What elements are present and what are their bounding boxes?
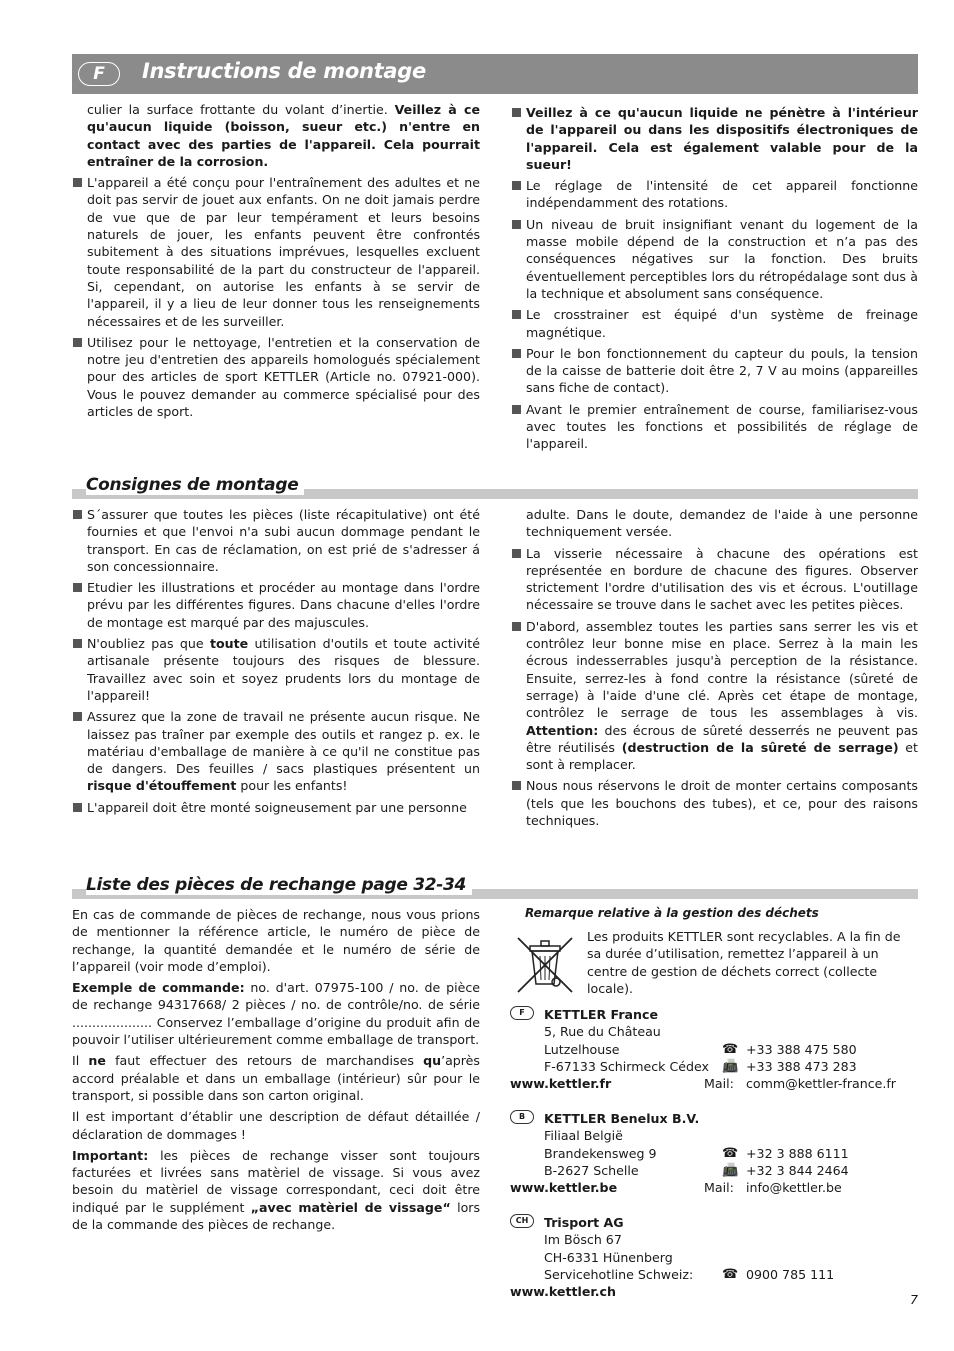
list-item: N'oubliez pas que toute utilisation d'outils et toute activité artisanale présente toujours des risques de blessure. Travaillez avec soin et soyez prudents lors du montage de l'appareil!: [72, 635, 480, 704]
list-item: Assurez que la zone de travail ne présente aucun risque. Ne laissez pas traîner par exemple des outils et rangez p. ex. le matériau d'emballage de manière à ce qu'il ne constitue pas de dangers. Des feuilles / sacs plastiques présentent un risque d'étouffement pour les enfants!: [72, 708, 480, 794]
list-item: S´assurer que toutes les pièces (liste récapitulative) ont été fournies et que l'envoi n'a subi aucun dommage pendant le transport. En cas de réclamation, on est prié de s'adresser á son concessionnaire.: [72, 506, 480, 575]
bullet-square-icon: [73, 583, 82, 592]
bullet-square-icon: [73, 639, 82, 648]
list-item: Etudier les illustrations et procéder au montage dans l'ordre prévu par les différentes figures. Dans chacune d'elles l'ordre de montage est marqué par des majuscules.: [72, 579, 480, 631]
bullet-square-icon: [512, 181, 521, 190]
phone-icon: ☎: [722, 1145, 739, 1161]
bullet-square-icon: [512, 622, 521, 631]
bullet-square-icon: [512, 310, 521, 319]
list-item: D'abord, assemblez toutes les parties sans serrer les vis et contrôlez leur bonne mise en place. Serrez à la main les écrous indesserrables jusqu'à perception de la résistance. Ensuite, serrez-les à fond contre la résistance (sûreté de serrage) à l'aide d'une clé. Après cet étape de montage, contrôlez le serrage de tous les assemblages à vis. Attention: des écrous de sûreté desserrés ne peuvent pas être réutilisés (destruction de la sûreté de serrage) et sont à remplacer.: [511, 618, 918, 774]
bullet-square-icon: [73, 178, 82, 187]
list-item: L'appareil doit être monté soigneusement par une personne: [72, 799, 480, 816]
country-badge: CH: [510, 1214, 534, 1228]
contact-france: F KETTLER France 5, Rue du Château Lutzelhouse ☎ +33 388 475 580 F-67133 Schirmeck Cédex 📠 +33 388 473 283 www.kettler.fr Mail: comm@kettler-france.fr: [510, 1007, 896, 1092]
section-title-pieces: Liste des pièces de rechange page 32-34: [86, 875, 472, 895]
bullet-square-icon: [512, 108, 521, 117]
list-item: Avant le premier entraînement de course, familiarisez-vous avec toutes les fonctions et possibilités de réglage de l'appareil.: [511, 401, 918, 453]
bullet-square-icon: [512, 349, 521, 358]
bullet-square-icon: [512, 549, 521, 558]
email-link[interactable]: info@kettler.be: [746, 1180, 842, 1196]
list-item: Pour le bon fonctionnement du capteur du pouls, la tension de la caisse de batterie doit être 2, 7 V au moins (appareilles sans fiche de contact).: [511, 345, 918, 397]
list-item: La visserie nécessaire à chacune des opérations est représentée en bordure de chacune des figures. Observer strictement l'ordre d'utilisation des vis et écrous. L'outillage nécessaire se trouve dans le sachet avec les petites pièces.: [511, 545, 918, 614]
email-link[interactable]: comm@kettler-france.fr: [746, 1076, 896, 1092]
list-item: Un niveau de bruit insignifiant venant du logement de la masse mobile dépend de la construction et n’a pas des conséquences négatives sur la fonction. Des bruits éventuellement perceptibles lors du rétropédalage sont dus à la technique et absolument sans conséquence.: [511, 216, 918, 302]
list-item: Nous nous réservons le droit de monter certains composants (tels que les bouchons des tubes), et ce, pour des raisons techniques.: [511, 777, 918, 829]
consignes-left-column: [72, 506, 480, 820]
list-item: Le crosstrainer est équipé d'un système de freinage magnétique.: [511, 306, 918, 341]
country-badge: F: [510, 1006, 534, 1020]
pieces-column: En cas de commande de pièces de rechange, nous vous prions de mentionner la référence article, le numéro de pièce de rechange, la quantité demandée et le numéro de série de l’appareil (voir mode d’emploi). Exemple de commande: no. d'art. 07975-100 / no. de pièce de rechange 94317668/ 2 pièces / no. de contrôle/no. de série .................... Conservez l’emballage d’origine du produit afin de pouvoir l’utiliser ultérieurement comme emballage de transport. Il ne faut effectuer des retours de marchandises qu’après accord préalable et dans un emballage (intérieur) sûr pour le transport, si possible dans son carton original. Il est important d’établir une description de défaut détaillée / déclaration de dommages ! Important: les pièces de rechange visser sont toujours facturées et livrées sans matèriel de vissage. Si vous avez besoin du matèriel de vissage correspondant, ceci doit être indiqué par le supplément „avec matèriel de vissage“ lors de la commande des pièces de rechange.: [72, 907, 481, 1233]
page-number: 7: [909, 1292, 918, 1307]
bullet-square-icon: [73, 712, 82, 721]
bullet-square-icon: [73, 338, 82, 347]
intro-right-column: [511, 104, 918, 457]
section-title-consignes: Consignes de montage: [86, 475, 304, 495]
waste-text: Les produits KETTLER sont recyclables. A la fin de sa durée d’utilisation, remettez l’appareil à un centre de gestion de déchets correct (collecte locale).: [587, 929, 901, 996]
bullet-square-icon: [512, 405, 521, 414]
page-title: Instructions de montage: [142, 59, 426, 83]
list-item: Utilisez pour le nettoyage, l'entretien et la conservation de notre jeu d'entretien des appareils homologués spécialement pour des articles de sport KETTLER (Article no. 07921-000). Vous le pouvez demander au commerce spécialisé pour des articles de sport.: [72, 334, 480, 420]
list-item: Veillez à ce qu'aucun liquide ne pénètre à l'intérieur de l'appareil ou dans les dispositifs électroniques de l'appareil. Cela est également valable pour de la sueur!: [511, 104, 918, 173]
contact-benelux: B KETTLER Benelux B.V. Filiaal België Brandekensweg 9 ☎ +32 3 888 6111 B-2627 Schelle 📠 +32 3 844 2464 www.kettler.be Mail: info@kettler.be: [510, 1111, 849, 1196]
contact-switzerland: CH Trisport AG Im Bösch 67 CH-6331 Hünenberg Servicehotline Schweiz: ☎ 0900 785 111 www.kettler.ch: [510, 1215, 835, 1300]
bullet-square-icon: [512, 220, 521, 229]
consignes-right-column: adulte. Dans le doute, demandez de l'aide à une personne techniquement versée. La visserie nécessaire à chacune des opérations est représentée en bordure de chacune des figures. Observer strictement l'ordre d'utilisation des vis et écrous. L'outillage nécessaire se trouve dans le sachet avec les petites pièces. D'abord, assemblez toutes les parties sans serrer les vis et contrôlez leur bonne mise en place. Serrez à la main les écrous indesserrables jusqu'à perception de la résistance. Ensuite, serrez-les à fond contre la résistance (sûreté de serrage) à l'aide d'une clé. Après cet étape de montage, contrôlez le serrage de tous les assemblages à vis. Attention: des écrous de sûreté desserrés ne peuvent pas être réutilisés (destruction de la sûreté de serrage) et sont à remplacer. Nous nous réservons le droit de monter certains composants (tels que les bouchons des tubes), et ce, pour des raisons techniques.: [511, 506, 918, 833]
crossed-out-bin-icon: [512, 932, 578, 998]
country-badge: B: [510, 1110, 534, 1124]
fax-icon: 📠: [722, 1058, 739, 1074]
website-link[interactable]: www.kettler.fr: [510, 1076, 612, 1092]
website-link[interactable]: www.kettler.be: [510, 1180, 618, 1196]
intro-left-column: culier la surface frottante du volant d’inertie. Veillez à ce qu'aucun liquide (boisson, sueur etc.) n'entre en contact avec des parties de l'appareil. Cela pourrait entraîner de la corrosion. L'appareil a été conçu pour l'entraînement des adultes et ne doit pas servir de jouet aux enfants. On ne doit jamais perdre de vue que de par leur tempérament et leurs besoins naturels de jouer, les enfants peuvent être confrontés subitement à des situations imprévues, lesquelles excluent toute responsabilité de la part du constructeur de l'appareil. Si, cependant, on autorise les enfants à se servir de l'appareil, il y a lieu de leur donner tous les renseignements nécessaires et de les surveiller. Utilisez pour le nettoyage, l'entretien et la conservation de notre jeu d'entretien des appareils homologués spécialement pour des articles de sport KETTLER (Article no. 07921-000). Vous le pouvez demander au commerce spécialisé pour des articles de sport.: [72, 101, 480, 424]
fax-icon: 📠: [722, 1162, 739, 1178]
list-item: Le réglage de l'intensité de cet appareil fonctionne indépendamment des rotations.: [511, 177, 918, 212]
phone-icon: ☎: [722, 1266, 739, 1282]
bullet-square-icon: [73, 510, 82, 519]
website-link[interactable]: www.kettler.ch: [510, 1284, 616, 1300]
list-item: L'appareil a été conçu pour l'entraînement des adultes et ne doit pas servir de jouet aux enfants. On ne doit jamais perdre de vue que de par leur tempérament et leurs besoins naturels de jouer, les enfants peuvent être confrontés subitement à des situations imprévues, lesquelles excluent toute responsabilité de la part du constructeur de l'appareil. Si, cependant, on autorise les enfants à se servir de l'appareil, il y a lieu de leur donner tous les renseignements nécessaires et de les surveiller.: [72, 174, 480, 330]
language-badge: F: [78, 62, 120, 86]
phone-icon: ☎: [722, 1041, 739, 1057]
header-bar: [72, 54, 918, 94]
bullet-square-icon: [73, 803, 82, 812]
waste-heading: Remarque relative à la gestion des déchets: [525, 906, 819, 920]
bullet-square-icon: [512, 781, 521, 790]
